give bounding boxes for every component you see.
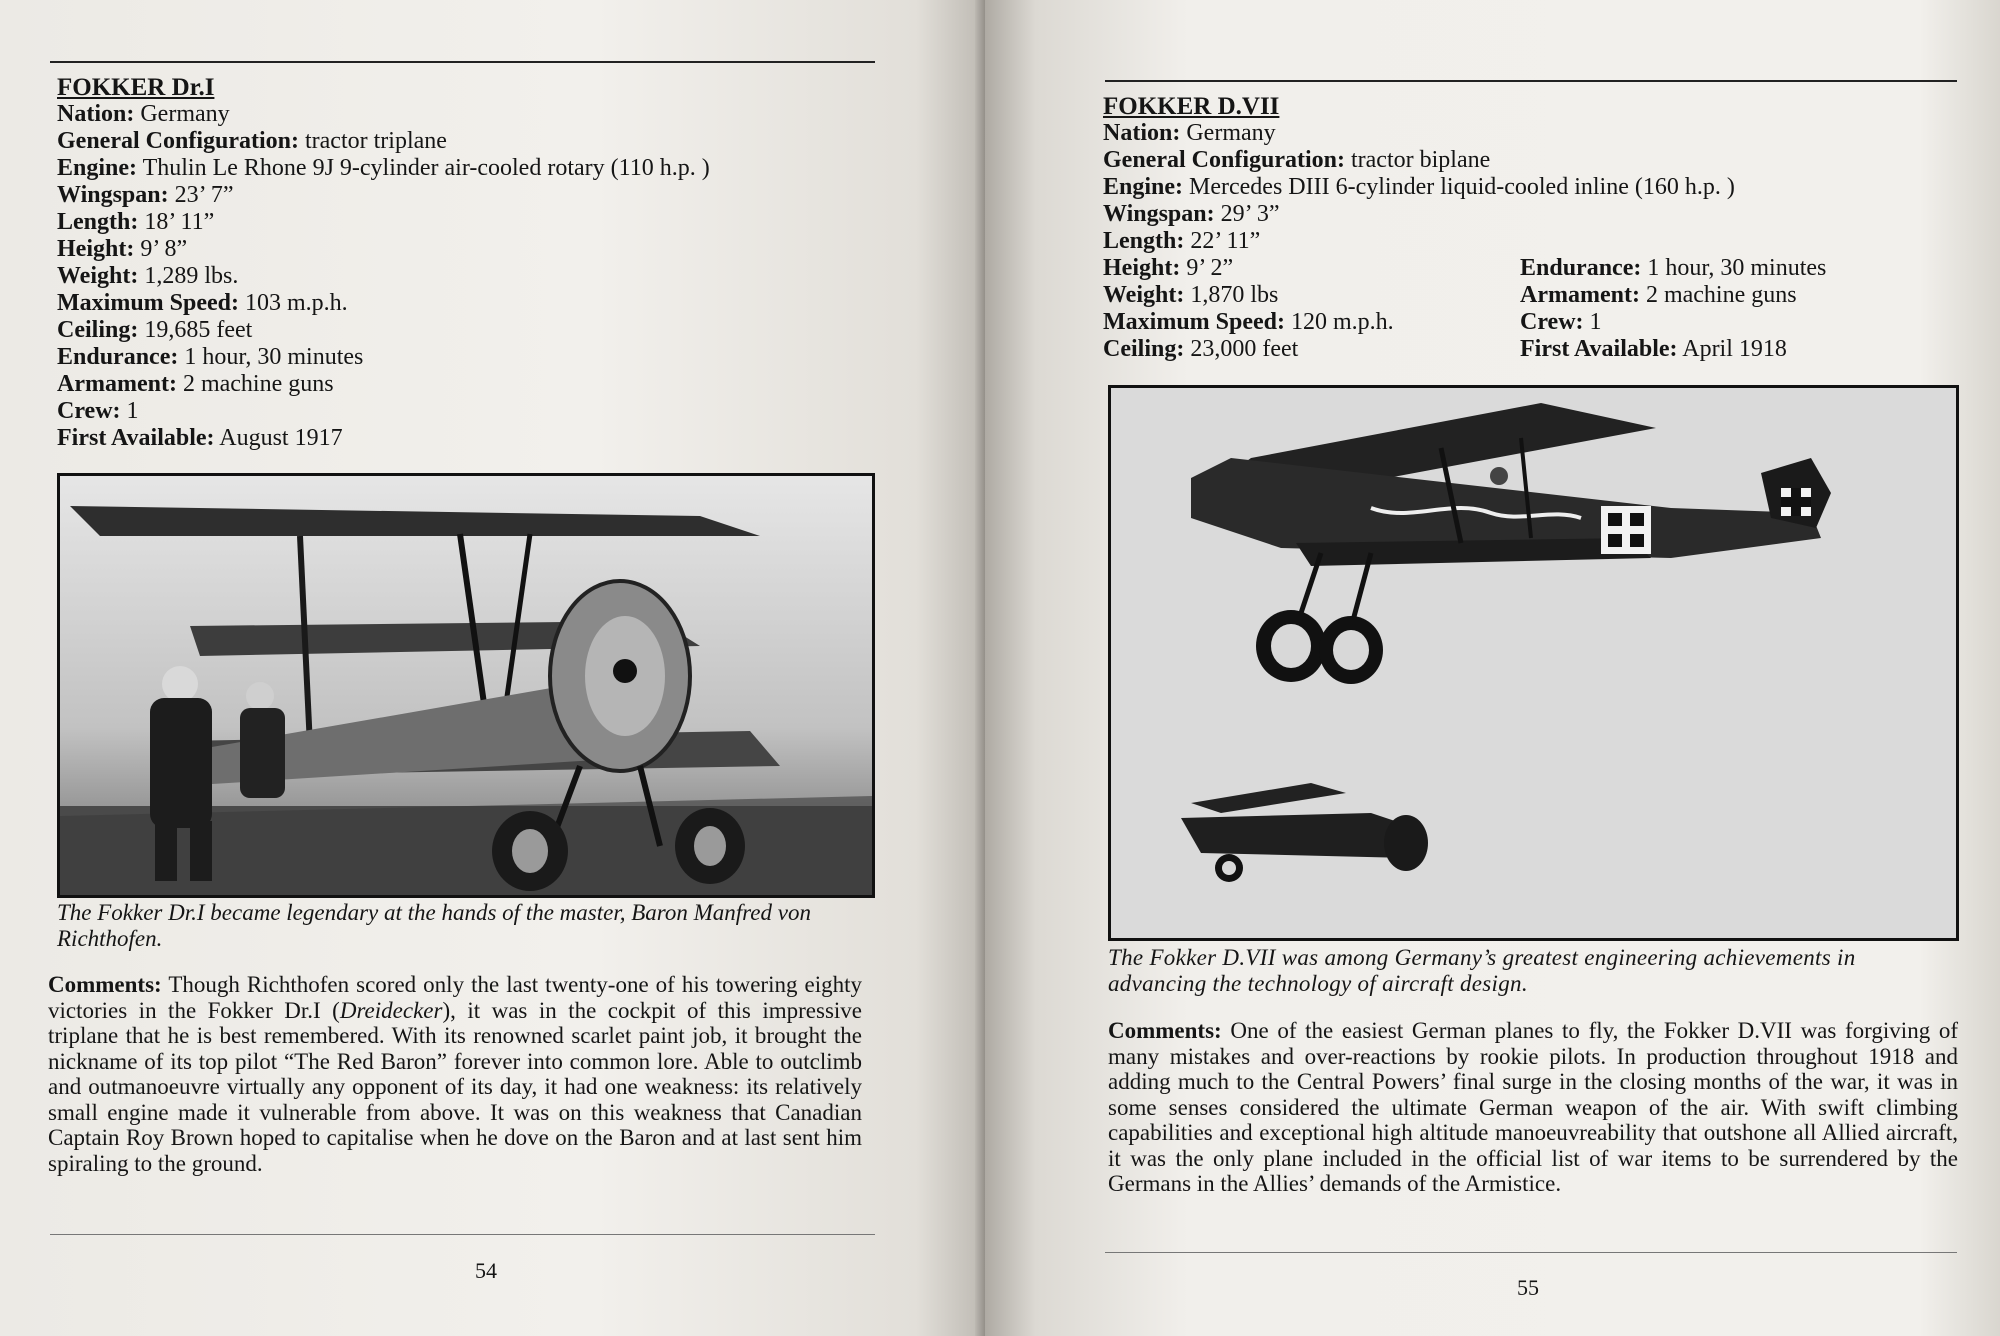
left-page xyxy=(0,0,985,1336)
spec-label: Maximum Speed: xyxy=(1103,309,1285,335)
spec-label: Crew: xyxy=(57,398,121,424)
spec-label: General Configuration: xyxy=(1103,147,1345,173)
spec-row xyxy=(57,128,710,155)
spec-label: Armament: xyxy=(1520,282,1640,308)
spec-label: Engine: xyxy=(57,155,138,181)
spec-label: Nation: xyxy=(57,101,135,127)
spec-label: Endurance: xyxy=(57,344,179,370)
spec-label: Height: xyxy=(1103,255,1181,281)
spec-label: Armament: xyxy=(57,371,177,397)
comments-text: One of the easiest German planes to fly, the Fokker D.VII was forgiving of many mistakes and over-reactions by rookie pilots. In production throughout 1918 and adding much to the Central Powers’ final surge in the closing months of the war, it was in some senses considered the ultimate German weapon of the air. With swift climbing capabilities and exceptional high altitude manoeuvreability that outshone all Allied aircraft, it was the only plane included in the official list of war items to be surrendered by the Germans in the Allies’ demands of the Armistice. xyxy=(1108,1018,1959,1196)
spec-label: Weight: xyxy=(57,263,139,289)
spec-row xyxy=(57,209,710,236)
spec-row xyxy=(57,425,710,452)
spec-row xyxy=(57,182,710,209)
right-page xyxy=(985,0,2000,1336)
fokker-dr1-photo xyxy=(57,473,875,898)
bottom-rule xyxy=(50,1234,875,1235)
spec-row xyxy=(1103,174,1735,201)
spec-value: 120 m.p.h. xyxy=(1291,309,1394,335)
triplane-image xyxy=(60,476,872,895)
spec-value: 19,685 feet xyxy=(144,317,253,343)
spec-value: 23,000 feet xyxy=(1190,336,1299,362)
spec-value: tractor biplane xyxy=(1350,147,1491,173)
bottom-rule xyxy=(1105,1252,1957,1253)
comments-text-end: ), it was in the cockpit of this impressive triplane that he is best remembered. With its renowned scarlet paint job, it brought the nickname of its top pilot “The Red Baron” forever into common lore. Able to outclimb and outmanoeuvre virtually any opponent of its day, it had one weakness: its relatively small engine made it vulnerable from above. It was on this weakness that Canadian Captain Roy Brown hoped to capitalise when he dove on the Baron and at last sent him spiraling to the ground. xyxy=(48,997,862,1176)
spec-row xyxy=(57,263,710,290)
comments-italic-term: Dreidecker xyxy=(339,997,443,1023)
spec-value: Mercedes DIII 6-cylinder liquid-cooled inline (160 h.p. ) xyxy=(1189,174,1735,200)
page-number: 54 xyxy=(475,1258,497,1283)
spec-value: August 1917 xyxy=(219,425,343,451)
spec-value: 1 hour, 30 minutes xyxy=(1647,255,1827,281)
spec-row xyxy=(1103,120,1735,147)
spec-label: Engine: xyxy=(1103,174,1184,200)
spec-label: Length: xyxy=(57,209,139,235)
spec-row xyxy=(57,155,710,182)
spec-label: Ceiling: xyxy=(57,317,139,343)
spec-label: Wingspan: xyxy=(57,182,169,208)
photo-caption: The Fokker D.VII was among Germany’s greatest engineering achievements in advancing the technology of aircraft design. xyxy=(1108,945,1856,996)
spec-row xyxy=(1520,282,1826,309)
spec-row xyxy=(1103,147,1735,174)
spec-row xyxy=(57,290,710,317)
top-rule xyxy=(1105,80,1957,82)
comments-text-start: Though Richthofen scored only the last twenty-one of his towering eighty victories in the Fokker Dr.I ( xyxy=(48,972,862,1023)
comments-paragraph xyxy=(48,972,862,1176)
spec-row xyxy=(57,398,710,425)
comments-paragraph xyxy=(1108,1018,1958,1197)
page-number: 55 xyxy=(1517,1275,1539,1300)
spec-label: Length: xyxy=(1103,228,1185,254)
spec-value: 1 xyxy=(126,398,139,424)
spec-row xyxy=(1103,201,1735,228)
spec-value: 103 m.p.h. xyxy=(245,290,348,316)
spec-value: 9’ 2” xyxy=(1186,255,1234,281)
spec-value: 29’ 3” xyxy=(1220,201,1280,227)
spec-value: 2 machine guns xyxy=(182,371,334,397)
spec-value: 1,289 lbs. xyxy=(144,263,239,289)
spec-label: Height: xyxy=(57,236,135,262)
photo-caption: The Fokker Dr.I became legendary at the hands of the master, Baron Manfred von Richthofen. xyxy=(57,900,811,951)
spec-label: Nation: xyxy=(1103,120,1181,146)
comments-label: Comments: xyxy=(1108,1018,1222,1043)
spec-value: Germany xyxy=(1186,120,1276,146)
spec-value: Germany xyxy=(140,101,230,127)
spec-value: 9’ 8” xyxy=(140,236,188,262)
spec-value: 1 xyxy=(1589,309,1602,335)
spec-row xyxy=(57,317,710,344)
aircraft-title: FOKKER D.VII xyxy=(1103,93,1280,120)
spec-row xyxy=(57,344,710,371)
spec-value: April 1918 xyxy=(1682,336,1787,362)
spec-value: Thulin Le Rhone 9J 9-cylinder air-cooled rotary (110 h.p. ) xyxy=(142,155,710,181)
spec-row xyxy=(57,371,710,398)
spec-label: Wingspan: xyxy=(1103,201,1215,227)
spec-row xyxy=(1520,336,1826,363)
spec-label: First Available: xyxy=(57,425,215,451)
spec-value: 1 hour, 30 minutes xyxy=(184,344,364,370)
spec-row xyxy=(57,101,710,128)
spec-value: 1,870 lbs xyxy=(1190,282,1279,308)
spec-label: Crew: xyxy=(1520,309,1584,335)
aircraft-title: FOKKER Dr.I xyxy=(57,74,215,101)
spec-value: tractor triplane xyxy=(304,128,447,154)
spec-list-secondary xyxy=(1520,255,1826,363)
biplane-image xyxy=(1111,388,1956,938)
spec-label: Weight: xyxy=(1103,282,1185,308)
fokker-dvii-photo xyxy=(1108,385,1959,941)
spec-label: First Available: xyxy=(1520,336,1678,362)
spec-label: Maximum Speed: xyxy=(57,290,239,316)
spec-value: 18’ 11” xyxy=(144,209,215,235)
comments-label: Comments: xyxy=(48,972,162,997)
spec-value: 23’ 7” xyxy=(174,182,234,208)
spec-list xyxy=(57,74,710,452)
spec-label: General Configuration: xyxy=(57,128,299,154)
spec-row xyxy=(1103,228,1735,255)
spec-value: 22’ 11” xyxy=(1190,228,1261,254)
spec-label: Ceiling: xyxy=(1103,336,1185,362)
spec-value: 2 machine guns xyxy=(1645,282,1797,308)
spec-row xyxy=(1520,309,1826,336)
spec-row xyxy=(1520,255,1826,282)
spec-row xyxy=(57,236,710,263)
spec-label: Endurance: xyxy=(1520,255,1642,281)
top-rule xyxy=(50,61,875,63)
